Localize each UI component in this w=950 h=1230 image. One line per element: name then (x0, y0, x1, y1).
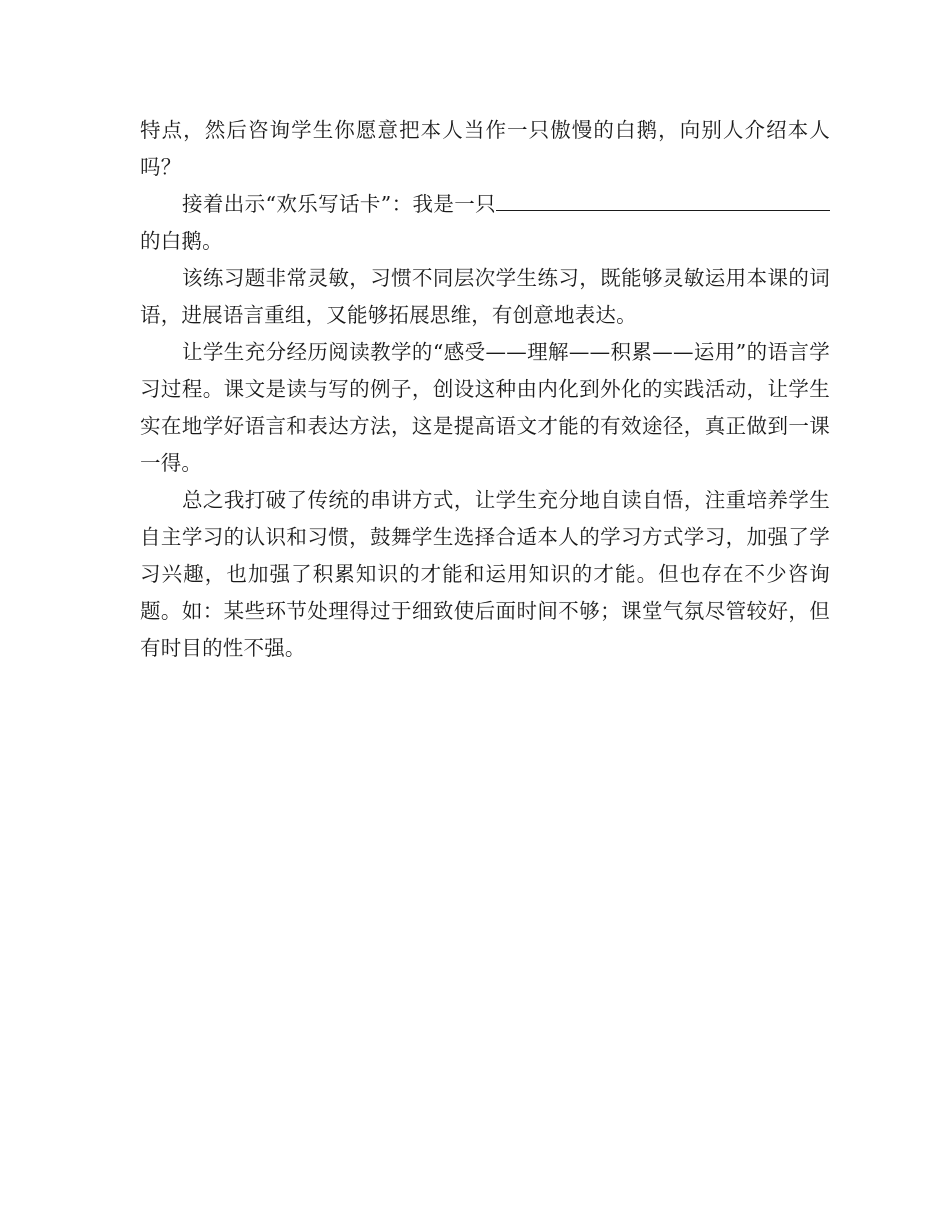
paragraph-continuation: 特点，然后咨询学生你愿意把本人当作一只傲慢的白鹅，向别人介绍本人吗？ (140, 118, 830, 179)
writing-card-suffix: 的白鹅。 (140, 229, 223, 253)
paragraph-summary: 总之我打破了传统的串讲方式，让学生充分地自读自悟，注重培养学生自主学习的认识和习惯，鼓舞学生选择合适本人的学习方式学习，加强了学习兴趣，也加强了积累知识的才能和运用知识的才能。但也存在不少咨询题。如：某些环节处理得过于细致使后面时间不够；课堂气氛尽管较好，但有时目的性不强。 (140, 488, 830, 660)
paragraph-learning-process: 让学生充分经历阅读教学的“感受——理解——积累——运用”的语言学习过程。课文是读与写的例子，创设这种由内化到外化的实践活动，让学生实在地学好语言和表达方法，这是提高语文才能的有效途径，真正做到一课一得。 (140, 340, 830, 475)
fill-in-blank-line (496, 186, 766, 211)
paragraph-writing-card (140, 186, 830, 260)
paragraph-exercise-note: 该练习题非常灵敏，习惯不同层次学生练习，既能够灵敏运用本课的词语，进展语言重组，又能够拓展思维，有创意地表达。 (140, 266, 830, 327)
fill-in-blank-line-continued (766, 186, 830, 211)
writing-card-prefix: 接着出示“欢乐写话卡”：我是一只 (182, 192, 496, 216)
document-body (140, 112, 830, 667)
